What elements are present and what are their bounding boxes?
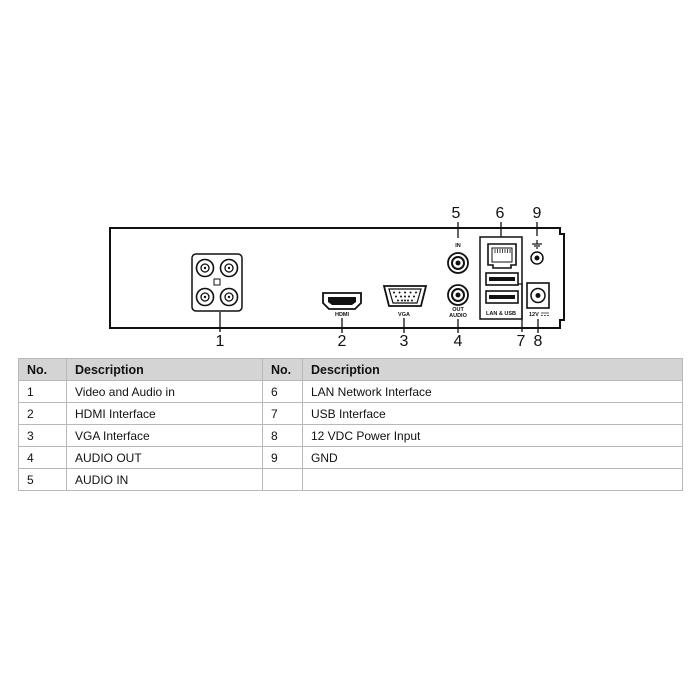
cell-description: AUDIO IN <box>67 469 263 491</box>
power-jack <box>527 283 549 318</box>
cell-no: 4 <box>19 447 67 469</box>
callout-1: 1 <box>215 333 225 350</box>
bnc-input-block <box>192 254 242 311</box>
callout-6: 6 <box>495 205 505 222</box>
cell-no: 1 <box>19 381 67 403</box>
audio-out-jack <box>448 285 468 305</box>
hdmi-label: HDMI <box>334 312 350 318</box>
usb-port <box>486 291 518 303</box>
cell-description: VGA Interface <box>67 425 263 447</box>
table-row <box>19 469 683 491</box>
usb-port <box>486 273 518 285</box>
cell-no <box>263 469 303 491</box>
cell-description <box>303 469 683 491</box>
audio-in-label: IN <box>455 243 461 249</box>
ethernet-port <box>488 244 516 268</box>
cell-no: 9 <box>263 447 303 469</box>
header-description: Description <box>67 359 263 381</box>
bnc-connector-icon <box>221 260 238 277</box>
callout-2: 2 <box>337 333 347 350</box>
cell-no: 3 <box>19 425 67 447</box>
callout-9: 9 <box>532 205 542 222</box>
cell-no: 6 <box>263 381 303 403</box>
cell-no: 8 <box>263 425 303 447</box>
gnd-terminal <box>531 252 543 264</box>
table-row <box>19 381 683 403</box>
table-row <box>19 447 683 469</box>
audio-in-jack <box>448 253 468 273</box>
bnc-connector-icon <box>197 260 214 277</box>
lan-usb-label: LAN & USB <box>486 311 516 317</box>
header-no: No. <box>19 359 67 381</box>
power-label: 12V <box>529 312 539 318</box>
cell-description: GND <box>303 447 683 469</box>
header-no-2: No. <box>263 359 303 381</box>
header-description-2: Description <box>303 359 683 381</box>
cell-description: HDMI Interface <box>67 403 263 425</box>
callout-5: 5 <box>451 205 461 222</box>
bnc-connector-icon <box>197 289 214 306</box>
table-header-row <box>19 359 683 381</box>
callout-3: 3 <box>399 333 409 350</box>
cell-description: LAN Network Interface <box>303 381 683 403</box>
callout-4: 4 <box>453 333 463 350</box>
cell-no: 5 <box>19 469 67 491</box>
cell-no: 7 <box>263 403 303 425</box>
interface-description-table <box>18 358 683 491</box>
audio-out-label: OUT <box>452 307 464 313</box>
cell-no: 2 <box>19 403 67 425</box>
bnc-connector-icon <box>221 289 238 306</box>
cell-description: AUDIO OUT <box>67 447 263 469</box>
lan-usb-block <box>480 237 522 319</box>
callout-8: 8 <box>533 333 543 350</box>
table-row <box>19 425 683 447</box>
callout-7: 7 <box>516 333 526 350</box>
cell-description: 12 VDC Power Input <box>303 425 683 447</box>
table-row <box>19 403 683 425</box>
cell-description: Video and Audio in <box>67 381 263 403</box>
vga-label: VGA <box>398 312 410 318</box>
cell-description: USB Interface <box>303 403 683 425</box>
audio-out-label-2: AUDIO <box>449 313 467 319</box>
